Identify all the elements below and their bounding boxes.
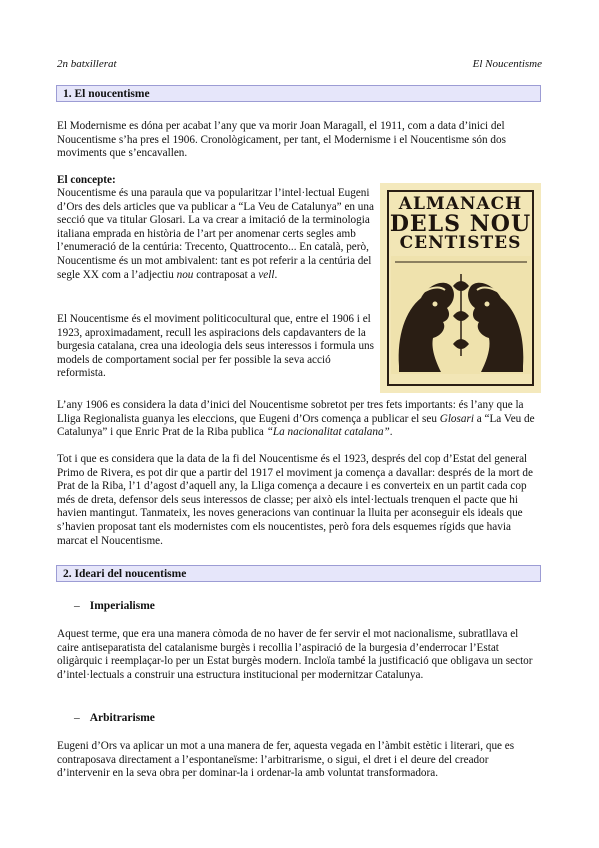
arbitrarisme-heading: [74, 712, 155, 724]
any-1906-text-a: L’any 1906 es considera la data d’inici del Noucentisme sobretot per tres fets importants: és l’any que la Lliga Regionalista guanya les eleccions, que Eugeni d’Ors comença a publicar el seu: [57, 399, 524, 425]
glosari-title: Glosari: [439, 412, 474, 425]
concepte-heading: El concepte:: [57, 174, 116, 186]
section-heading-1: 1. El noucentisme: [56, 85, 541, 102]
poster-line-2: DELS NOU: [389, 211, 532, 237]
imperialisme-heading: [74, 600, 155, 612]
concepte-text-a: Noucentisme és una paraula que va popularitzar l’intel·lectual Eugeni d’Ors des dels articles que va publicar a “La Veu de Catalunya” en una secció que va titular Glosari. La va crear a imitació de la terminologia italiana emprada en història de l’art per anomenar certs segles amb l’enumeració de la centúria: Trecento, Quattrocento... En català, però, Noucentisme és un mot ambivalent: tant es pot referir a la centúria del segle XX com a l’adjectiu: [57, 187, 374, 281]
any-1906-text-c: .: [389, 426, 393, 439]
running-header-right: El Noucentisme: [472, 58, 542, 70]
any-1906-text-b: a “La Veu de Catalunya” i que Enric Prat de la Riba publica: [57, 412, 535, 439]
dash-bullet: –: [74, 712, 80, 724]
almanach-poster-image: [380, 183, 541, 393]
any-1906-paragraph: [57, 399, 542, 440]
dash-bullet: –: [74, 600, 80, 612]
poster-line-1: ALMANACH: [398, 194, 523, 214]
concepte-text-c: .: [274, 268, 278, 281]
word-vell: vell: [258, 268, 275, 281]
poster-line-3: CENTISTES: [399, 233, 522, 253]
concepte-paragraph: [57, 187, 375, 282]
imperialisme-heading-label: Imperialisme: [89, 600, 155, 612]
arbitrarisme-heading-label: Arbitrarisme: [89, 712, 155, 724]
noucentisme-definition-paragraph: El Noucentisme és el moviment politicocultural que, entre el 1906 i el 1923, aproximadament, recull les aspiracions dels capdavanters de la burgesia catalana, crea una ideologia dels seus interessos i formula uns models de comportament social per fer possible la seva acció reformista.: [57, 313, 374, 380]
section-heading-2: 2. Ideari del noucentisme: [56, 565, 541, 582]
concepte-text-b: contraposat a: [193, 268, 259, 281]
imperialisme-paragraph: Aquest terme, que era una manera còmoda de no haver de fer servir el mot nacionalisme, subratllava el caire antiseparatista del catalanisme burgès i recollia l’aspiració de la burgesia d’enderrocar l’Estat oligàrquic i reemplaçar-lo per un Estat burgès modern. Incloïa també la justificació que obligava un sector d’intel·lectuals a construir una estructura institucional per modernitzar Catalunya.: [57, 628, 533, 681]
word-nou: nou: [176, 268, 194, 281]
running-header-left: 2n batxillerat: [57, 58, 117, 70]
intro-paragraph: El Modernisme es dóna per acabat l’any que va morir Joan Maragall, el 1911, com a data d’inici del Noucentisme s’ha pres el 1906. Cronològicament, per tant, el Modernisme i el Noucentisme són dos moviments que s’encavallen.: [57, 120, 506, 160]
nacionalitat-catalana-title: “La nacionalitat catalana”: [266, 426, 390, 439]
arbitrarisme-paragraph: Eugeni d’Ors va aplicar un mot a una manera de fer, aquesta vegada en l’àmbit estètic i literari, que es contraposava directament a l’espontaneïsme: l’arbitrarisme, o sigui, el dret i el deure del creador d’intervenir en la seva obra per dominar-la i ordenar-la amb voluntat transformadora.: [57, 740, 515, 780]
poster-illustration: [391, 256, 531, 374]
any-1923-paragraph: Tot i que es considera que la data de la fi del Noucentisme és el 1923, després del cop d’Estat del general Primo de Rivera, es pot dir que a partir del 1917 el moviment ja comença a davallar: després de la mort de Prat de la Riba, l’1 d’agost d’aquell any, la Lliga comença a decaure i es converteix en un partit cada cop més de dreta, defensor dels seus interessos de classe; per això els intel·lectuals trenquen el pacte que hi havien mantingut. Tanmateix, les noves generacions van continuar la lluita per aconseguir els ideals que s’havien proposat tant els modernistes com els noucentistes, però fora dels esquemes rígids que havia marcat el Noucentisme.: [57, 453, 533, 547]
